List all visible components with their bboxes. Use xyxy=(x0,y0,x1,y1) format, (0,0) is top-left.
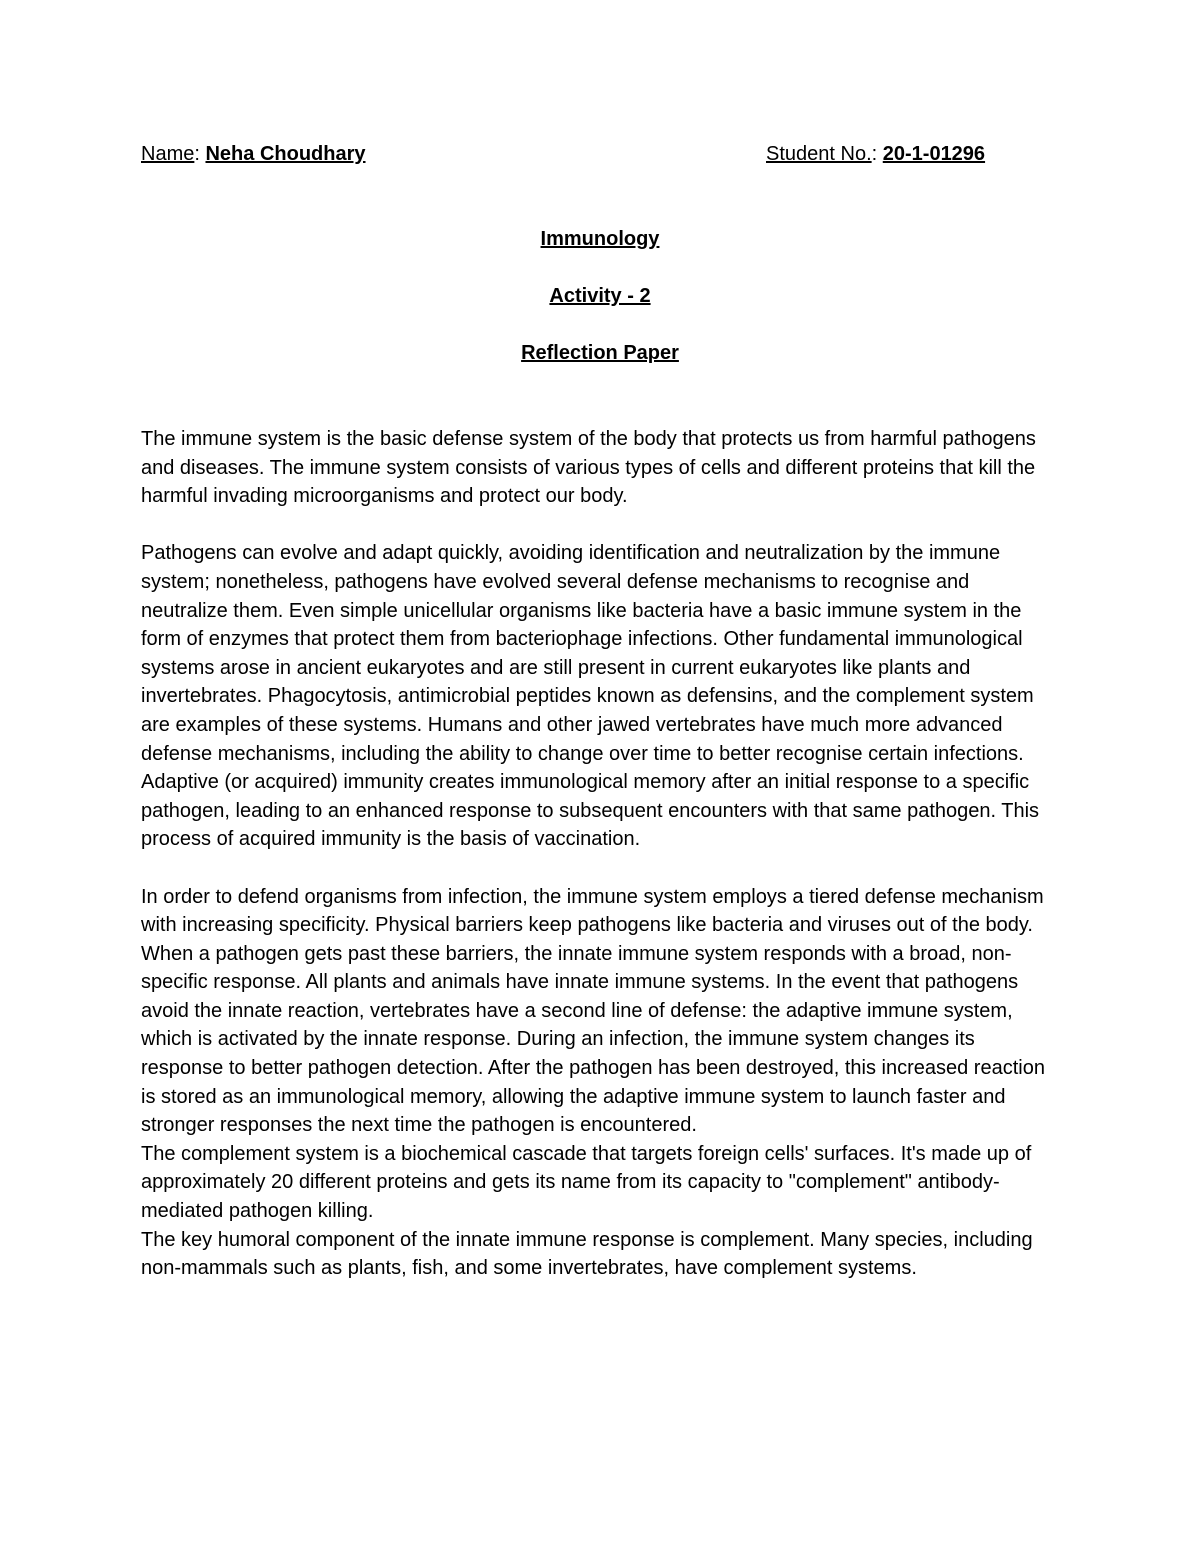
paragraph-humoral-component: The key humoral component of the innate immune response is complement. Many species, including non-mammals such as plants, fish, and some invertebrates, have complement systems. xyxy=(141,1228,1033,1280)
name-label: Name xyxy=(141,143,195,165)
paragraph-pathogens: Pathogens can evolve and adapt quickly, avoiding identification and neutralization by the immune system; nonetheless, pathogens have evolved several defense mechanisms to recognise and neutralize them. Even simple unicellular organisms like bacteria have a basic immune system in the form of enzymes that protect them from bacteriophage infections. Other fundamental immunological systems arose in ancient eukaryotes and are still present in current eukaryotes like plants and invertebrates. Phagocytosis, antimicrobial peptides known as defensins, and the complement system are examples of these systems. Humans and other jawed vertebrates have much more advanced defense mechanisms, including the ability to change over time to better recognise certain infections. Adaptive (or acquired) immunity creates immunological memory after an initial response to a specific pathogen, leading to an enhanced response to subsequent encounters with that same pathogen. This process of acquired immunity is the basis of vaccination. xyxy=(141,542,1040,851)
student-name-field xyxy=(141,140,366,168)
header-row xyxy=(141,140,1061,170)
paragraph-complement-system: The complement system is a biochemical cascade that targets foreign cells' surfaces. It's made up of approximately 20 different proteins and gets its name from its capacity to "complement" antibody-mediated pathogen killing. xyxy=(141,1142,1032,1223)
subject-title: Immunology xyxy=(540,228,660,250)
activity-title: Activity - 2 xyxy=(549,285,651,307)
student-name: Neha Choudhary xyxy=(205,143,366,165)
paragraph-tiered-defense: In order to defend organisms from infection, the immune system employs a tiered defense mechanism with increasing specificity. Physical barriers keep pathogens like bacteria and viruses out of the body. When a pathogen gets past these barriers, the innate immune system responds with a broad, non-specific response. All plants and animals have innate immune systems. In the event that pathogens avoid the innate reaction, vertebrates have a second line of defense: the adaptive immune system, which is activated by the innate response. During an infection, the immune system changes its response to better pathogen detection. After the pathogen has been destroyed, this increased reaction is stored as an immunological memory, allowing the adaptive immune system to launch faster and stronger responses the next time the pathogen is encountered. xyxy=(141,885,1045,1137)
student-number-separator: : xyxy=(871,143,878,165)
student-number-field xyxy=(766,140,985,168)
student-number-label: Student No. xyxy=(766,143,872,165)
student-number: 20-1-01296 xyxy=(882,143,986,165)
name-separator: : xyxy=(194,143,200,165)
document-body xyxy=(141,425,1056,1283)
paragraph-intro: The immune system is the basic defense system of the body that protects us from harmful pathogens and diseases. The immune system consists of various types of cells and different proteins that kill the harmful invading microorganisms and protect our body. xyxy=(141,428,1036,508)
paper-type-title: Reflection Paper xyxy=(521,342,679,364)
